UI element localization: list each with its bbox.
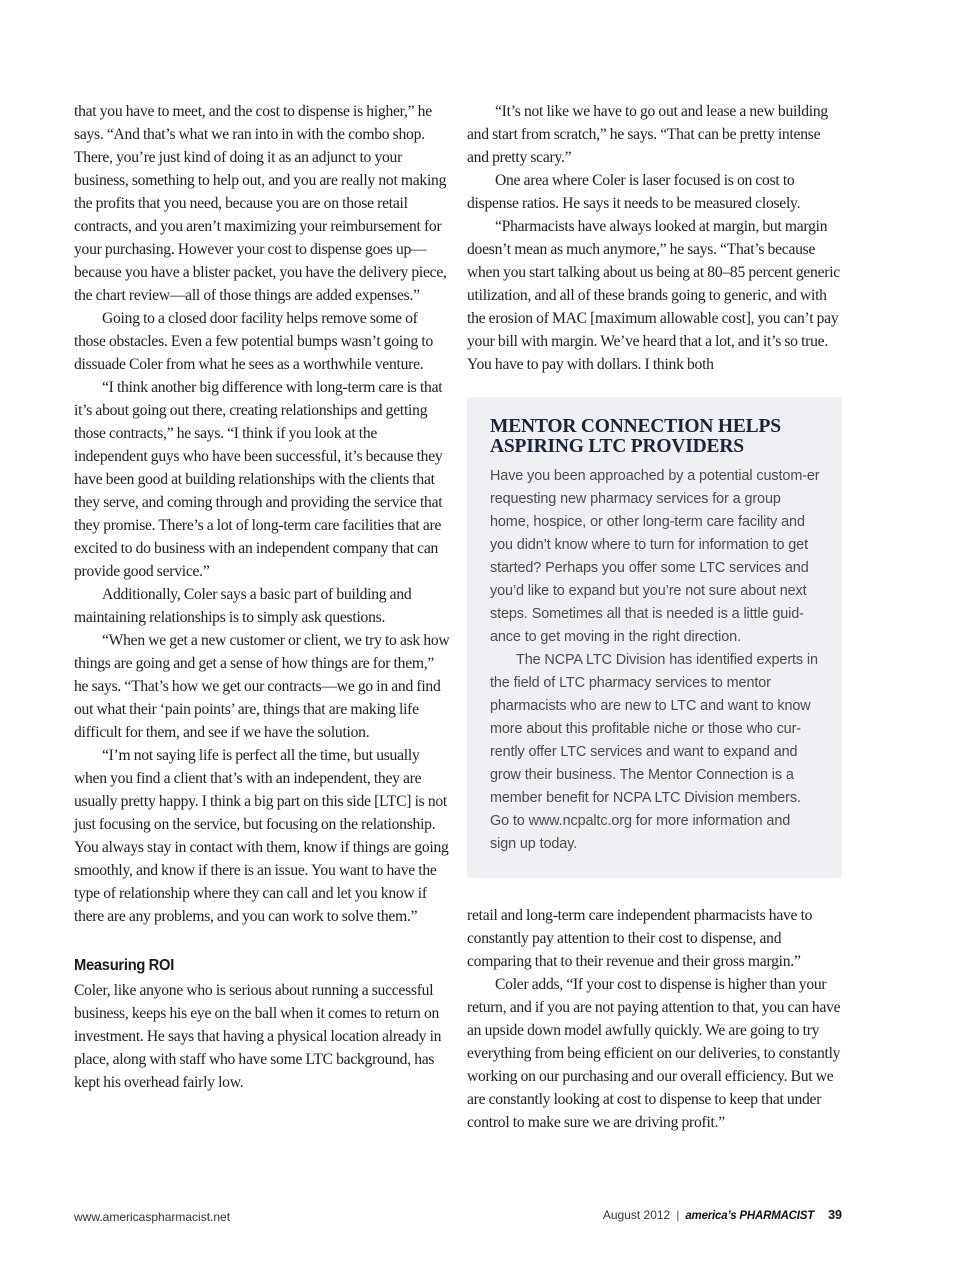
sidebar-paragraph: The NCPA LTC Division has identified experts in the field of LTC pharmacy services to mentor pharmacists who are new to LTC and want to know more about this profitable niche or those who cur-rently offer LTC services and want to expand and grow their business. The Mentor Connection is a member benefit for NCPA LTC Division members. Go to www.ncpaltc.org for more information and sign up today.	[490, 652, 818, 852]
footer-brand: america’s PHARMACIST	[685, 1210, 815, 1222]
sidebar-paragraph: Have you been approached by a potential custom-er requesting new pharmacy services for a group home, hospice, or other long-term care facility and you didn’t know where to turn for information to get started? Perhaps you offer some LTC services and you’d like to expand but you’re not sure about next steps. Sometimes all that is needed is a little guid-ance to get moving in the right direction.	[490, 468, 820, 645]
section-heading: Measuring ROI	[74, 957, 175, 974]
body-paragraph: that you have to meet, and the cost to dispense is higher,” he says. “And that’s what we ran into in with the combo shop. There, you’re just kind of doing it as an adjunct to your business, something to help out, and you are really not making the profits that you need, because you are on those retail contracts, and you aren’t maximizing your reimbursement for your purchasing. However your cost to dispense goes up—because you have a blister packet, you have the delivery piece, the chart review—all of those things are added expenses.”	[74, 103, 447, 304]
body-paragraph: Coler, like anyone who is serious about running a successful business, keeps his eye on the ball when it comes to return on investment. He says that having a physical location already in place, along with staff who have some LTC background, has kept his overhead fairly low.	[74, 982, 442, 1091]
body-paragraph: Additionally, Coler says a basic part of building and maintaining relationships is to simply ask questions.	[74, 586, 412, 626]
body-paragraph: “I’m not saying life is perfect all the time, but usually when you find a client that’s with an independent, they are usually pretty happy. I think a big part on this side [LTC] is not just focusing on the service, but focusing on the relationship. You always stay in contact with them, know if things are going smoothly, and know if there is an issue. You want to have the type of relationship where they can call and let you know if there are any problems, and you can work to solve them.”	[74, 747, 449, 925]
body-paragraph: “When we get a new customer or client, we try to ask how things are going and get a sense of how things are for them,” he says. “That’s how we get our contracts—we go in and find out what their ‘pain points’ are, things that are making life difficult for them, and see if we have the solution.	[74, 632, 450, 741]
sidebar-title: MENTOR CONNECTION HELPS ASPIRING LTC PROVIDERS	[490, 416, 781, 457]
sidebar-box	[467, 397, 842, 878]
footer-info	[603, 1208, 842, 1222]
left-column	[74, 100, 450, 1094]
body-paragraph: Going to a closed door facility helps remove some of those obstacles. Even a few potential bumps wasn’t going to dissuade Coler from what he sees as a worthwhile venture.	[74, 310, 434, 373]
body-paragraph: One area where Coler is laser focused is on cost to dispense ratios. He says it needs to be measured closely.	[467, 172, 801, 212]
right-column-bottom	[467, 904, 843, 1134]
footer-separator: |	[676, 1208, 680, 1222]
body-paragraph: Coler adds, “If your cost to dispense is higher than your return, and if you are not paying attention to that, you can have an upside down model awfully quickly. We are going to try everything from being efficient on our deliveries, to constantly working on our purchasing and our overall efficiency. But we are constantly looking at cost to dispense to keep that under control to make sure we are driving profit.”	[467, 976, 841, 1131]
footer-date: August 2012	[602, 1208, 671, 1222]
right-column-top	[467, 100, 843, 376]
body-paragraph: “Pharmacists have always looked at margin, but margin doesn’t mean as much anymore,” he says. “That’s because when you start talking about us being at 80–85 percent generic utilization, and all of these brands going to generic, and with the erosion of MAC [maximum allowable cost], you can’t pay your bill with margin. We’ve heard that a lot, and it’s so true. You have to pay with dollars. I think both	[467, 218, 840, 373]
body-paragraph: retail and long-term care independent pharmacists have to constantly pay attention to their cost to dispense, and comparing that to their revenue and their gross margin.”	[467, 907, 813, 970]
body-paragraph: “I think another big difference with long-term care is that it’s about going out there, creating relationships and getting those contracts,” he says. “I think if you look at the independent guys who have been successful, it’s because they have been good at building relationships with the clients that they serve, and coming through and providing the service that they promise. There’s a lot of long-term care facilities that are excited to do business with an independent company that can provide good service.”	[74, 379, 443, 580]
body-paragraph: “It’s not like we have to go out and lease a new building and start from scratch,” he says. “That can be pretty intense and pretty scary.”	[467, 103, 828, 166]
footer-website: www.americaspharmacist.net	[74, 1210, 231, 1224]
page-number: 39	[828, 1208, 842, 1222]
